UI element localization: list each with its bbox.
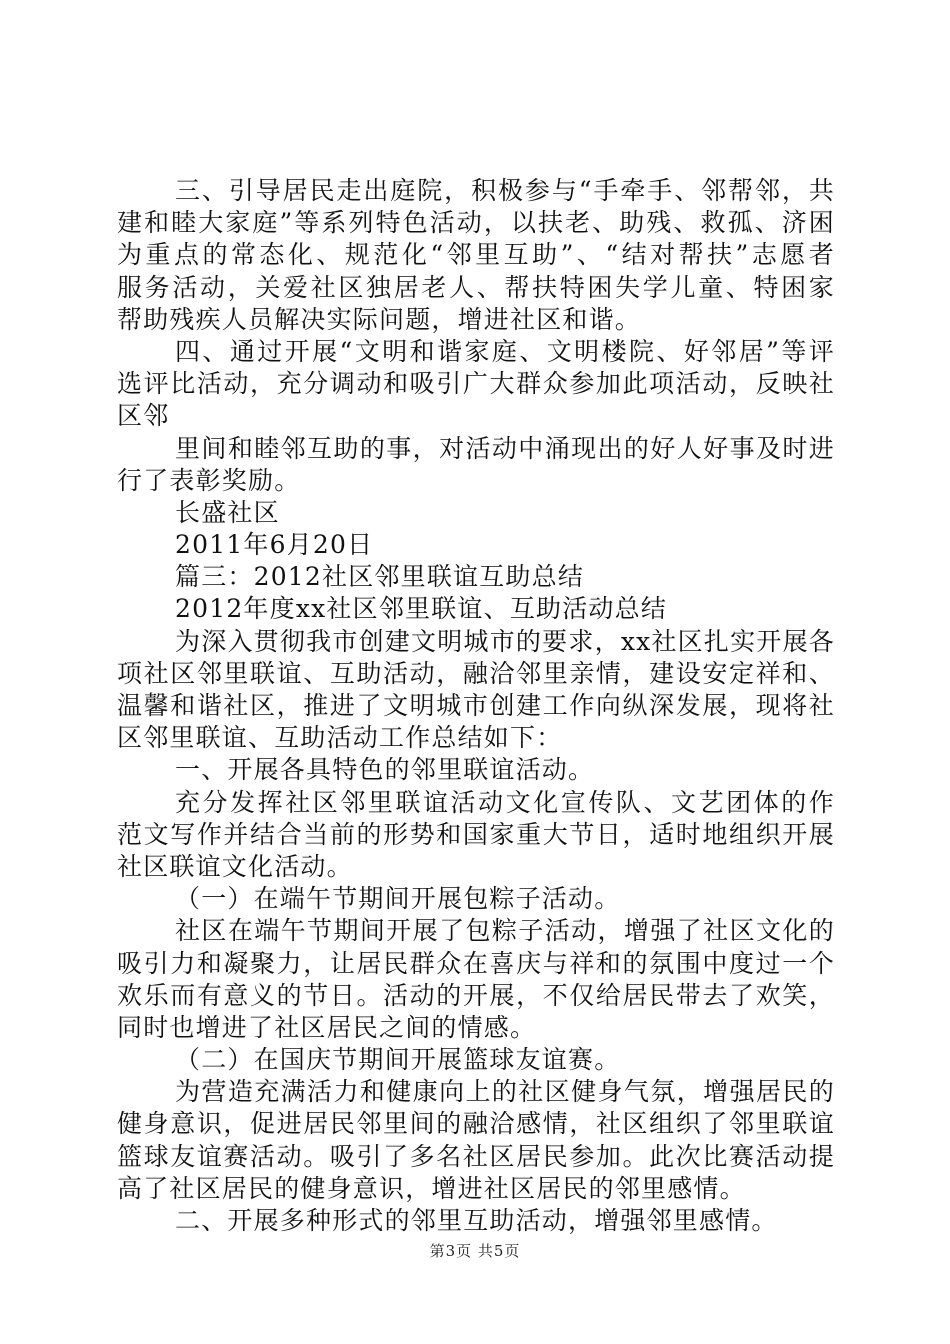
text-line: 选评比活动，充分调动和吸引广大群众参加此项活动，反映社 bbox=[117, 369, 835, 399]
text-line: 里间和睦邻互助的事，对活动中涌现出的好人好事及时进 bbox=[175, 433, 835, 463]
text-line: （一）在端午节期间开展包粽子活动。 bbox=[175, 884, 621, 914]
text-line: （二）在国庆节期间开展篮球友谊赛。 bbox=[175, 1045, 621, 1075]
text-line: 高了社区居民的健身意识，增进社区居民的邻里感情。 bbox=[117, 1173, 746, 1203]
text-line: 建和睦大家庭”等系列特色活动，以扶老、助残、救孤、济困 bbox=[117, 208, 835, 238]
text-line: 服务活动，关爱社区独居老人、帮扶特困失学儿童、特困家 bbox=[117, 272, 835, 302]
text-line: 欢乐而有意义的节日。活动的开展，不仅给居民带去了欢笑， bbox=[117, 980, 835, 1010]
text-line: 健身意识，促进居民邻里间的融洽感情，社区组织了邻里联谊 bbox=[117, 1109, 835, 1139]
text-line: 行了表彰奖励。 bbox=[117, 465, 301, 495]
text-line: 充分发挥社区邻里联谊活动文化宣传队、文艺团体的作 bbox=[175, 787, 835, 817]
text-line: 二、开展多种形式的邻里互助活动，增强邻里感情。 bbox=[175, 1206, 778, 1235]
page-footer: 第3页 共5页 bbox=[429, 1242, 521, 1260]
document-body bbox=[117, 175, 835, 1237]
text-line: 长盛社区 bbox=[175, 497, 280, 527]
text-line: 帮助残疾人员解决实际问题，增进社区和谐。 bbox=[117, 304, 642, 334]
text-line: 范文写作并结合当前的形势和国家重大节日，适时地组织开展 bbox=[117, 819, 835, 849]
text-line: 社区在端午节期间开展了包粽子活动，增强了社区文化的 bbox=[175, 916, 835, 946]
text-line: 一、开展各具特色的邻里联谊活动。 bbox=[175, 755, 595, 785]
text-line: 2012年度xx社区邻里联谊、互助活动总结 bbox=[175, 594, 668, 624]
text-line: 四、通过开展“文明和谐家庭、文明楼院、好邻居”等评 bbox=[175, 336, 835, 366]
text-line: 三、引导居民走出庭院，积极参与“手牵手、邻帮邻，共 bbox=[175, 176, 835, 205]
text-line: 区邻里联谊、互助活动工作总结如下： bbox=[117, 723, 563, 753]
text-line: 区邻 bbox=[117, 401, 170, 431]
text-line: 为营造充满活力和健康向上的社区健身气氛，增强居民的 bbox=[175, 1077, 835, 1107]
text-line: 项社区邻里联谊、互助活动，融洽邻里亲情，建设安定祥和、 bbox=[117, 658, 835, 688]
text-line: 温馨和谐社区，推进了文明城市创建工作向纵深发展，现将社 bbox=[117, 691, 835, 720]
text-line: 篇三：2012社区邻里联谊互助总结 bbox=[175, 562, 585, 592]
text-line: 为深入贯彻我市创建文明城市的要求，xx社区扎实开展各 bbox=[175, 626, 835, 656]
text-line: 社区联谊文化活动。 bbox=[117, 851, 353, 881]
text-line: 吸引力和凝聚力，让居民群众在喜庆与祥和的氛围中度过一个 bbox=[117, 948, 835, 978]
text-line: 同时也增进了社区居民之间的情感。 bbox=[117, 1012, 537, 1042]
text-line: 篮球友谊赛活动。吸引了多名社区居民参加。此次比赛活动提 bbox=[117, 1141, 835, 1171]
text-line: 为重点的常态化、规范化“邻里互助”、“结对帮扶”志愿者 bbox=[117, 240, 835, 270]
text-line: 2011年6月20日 bbox=[175, 530, 374, 560]
